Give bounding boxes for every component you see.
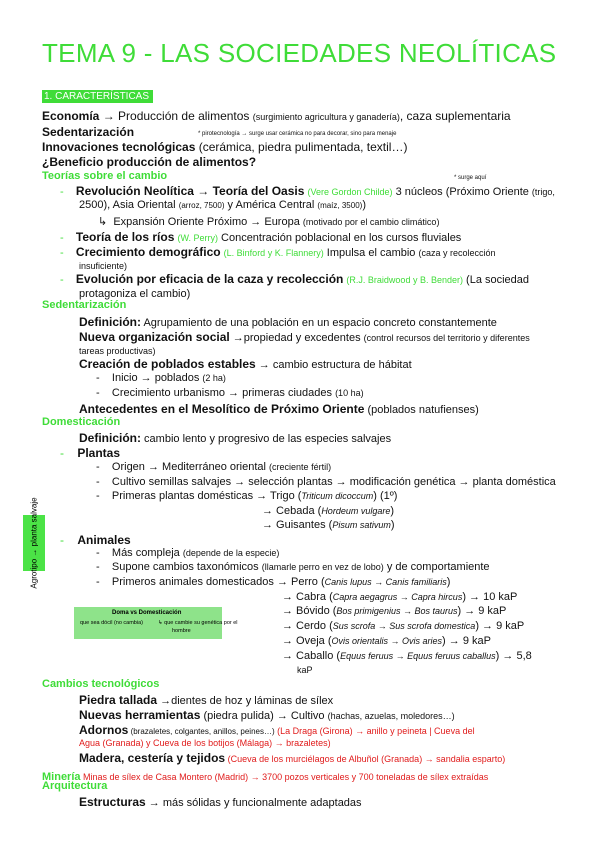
arquitectura-heading: Arquitectura <box>42 780 108 792</box>
doma-box-right2: hombre <box>172 628 191 634</box>
plantas-cultivo: - Cultivo semillas salvajes → selección plantas → modificación genética → planta doméstica <box>96 476 556 488</box>
sedent-organizacion: Nueva organización social →propiedad y excedentes (control recursos del territorio y diferentes <box>79 330 530 344</box>
teoria-rios: - Teoría de los ríos (W. Perry) Concentración poblacional en los cursos fluviales <box>60 230 462 244</box>
animales-perro: - Primeros animales domesticados → Perro (Canis lupus → Canis familiaris) <box>96 576 451 588</box>
animales-oveja: → Oveja (Ovis orientalis → Ovis aries) → 9 kaP <box>282 635 491 647</box>
plantas-primeras: - Primeras plantas domésticas → Trigo (Triticum dicoccum) (1º) <box>96 490 398 502</box>
poblados-inicio: - Inicio → poblados (2 ha) <box>96 372 226 384</box>
pirotecnologia-note: * pirotecnología → surge usar cerámica no para decorar, sino para menaje <box>198 131 397 137</box>
sedent-poblados: Creación de poblados estables → cambio estructura de hábitat <box>79 357 412 371</box>
teoria-demografico-cont: insuficiente) <box>79 261 128 271</box>
sedent-organizacion-cont: tareas productivas) <box>79 346 156 356</box>
doma-box-left: que sea dócil (no cambia) <box>80 620 143 626</box>
sedent-antecedentes: Antecedentes en el Mesolítico de Próximo Oriente (poblados natufienses) <box>79 402 479 416</box>
sedentarizacion-heading: Sedentarización <box>42 299 127 311</box>
teoria-oasis: - Revolución Neolítica → Teoría del Oasis (Vere Gordon Childe) 3 núcleos (Próximo Oriente (trigo, <box>60 184 555 198</box>
page-title: TEMA 9 - LAS SOCIEDADES NEOLÍTICAS <box>42 38 557 68</box>
animales-heading: - Animales <box>60 533 131 547</box>
nuevas-herramientas: Nuevas herramientas (piedra pulida) → Cultivo (hachas, azuelas, moledores…) <box>79 708 455 722</box>
piedra-tallada: Piedra tallada →dientes de hoz y láminas de sílex <box>79 693 334 707</box>
animales-cerdo: → Cerdo (Sus scrofa → Sus scrofa domestica) → 9 kaP <box>282 620 525 632</box>
doma-box-title: Doma vs Domesticación <box>112 610 182 616</box>
beneficio-question: ¿Beneficio producción de alimentos? <box>42 155 257 169</box>
expansion-line: ↳ Expansión Oriente Próximo → Europa (motivado por el cambio climático) <box>98 216 440 228</box>
agrotipo-sidebox: Agrotipo → planta salvaje <box>23 515 45 571</box>
sedent-definicion: Definición: Agrupamiento de una población en un espacio concreto constantemente <box>79 315 497 329</box>
poblados-crecimiento: - Crecimiento urbanismo → primeras ciudades (10 ha) <box>96 387 364 399</box>
doma-vs-domesticacion-box <box>74 607 238 639</box>
domesticacion-heading: Domesticación <box>42 416 121 428</box>
animales-cabra: → Cabra (Capra aegagrus → Capra hircus) → 10 kaP <box>282 591 518 603</box>
doma-box-right: ↳ que cambie su genética por el <box>158 620 238 626</box>
teoria-oasis-cont: 2500), Asia Oriental (arroz, 7500) y América Central (maíz, 3500)) <box>79 199 366 211</box>
cambios-tecnologicos-heading: Cambios tecnológicos <box>42 678 160 690</box>
section-heading: 1. CARACTERÍSTICAS <box>42 86 153 104</box>
teoria-demografico: - Crecimiento demográfico (L. Binford y K. Flannery) Impulsa el cambio (caza y recolección <box>60 245 496 259</box>
mineria-line: Minería Minas de sílex de Casa Montero (Madrid) → 3700 pozos verticales y 700 toneladas de sílex extraídas <box>42 771 489 783</box>
animales-caballo: → Caballo (Equus feruus → Equus feruus caballus) → 5,8 <box>282 650 532 662</box>
madera-cesteria: Madera, cestería y tejidos (Cueva de los murciélagos de Albuñol (Granada) → sandalia esparto) <box>79 751 506 765</box>
teoria-eficacia: - Evolución por eficacia de la caza y recolección (R.J. Braidwood y B. Bender) (La sociedad <box>60 272 530 286</box>
plantas-guisantes: → Guisantes (Pisum sativum) <box>262 519 395 531</box>
domest-definicion: Definición: cambio lento y progresivo de las especies salvajes <box>79 431 392 445</box>
economia-line: Economía → Producción de alimentos (surgimiento agricultura y ganadería), caza suplementaria <box>42 109 511 123</box>
teorias-heading: Teorías sobre el cambio <box>42 170 168 182</box>
sedentarizacion-label: Sedentarización <box>42 125 135 139</box>
adornos-cont: Agua (Granada) y Cueva de los botijos (Málaga) → brazaletes) <box>79 738 331 748</box>
animales-compleja: - Más compleja (depende de la especie) <box>96 547 280 559</box>
plantas-origen: - Origen → Mediterráneo oriental (creciente fértil) <box>96 461 332 473</box>
innovaciones-line: Innovaciones tecnológicas (cerámica, piedra pulimentada, textil…) <box>42 140 408 154</box>
plantas-heading: - Plantas <box>60 446 121 460</box>
adornos: Adornos (brazaletes, colgantes, anillos, peines…) (La Draga (Girona) → anillo y peineta | Cueva del <box>79 723 475 737</box>
teoria-eficacia-cont: protagoniza el cambio) <box>79 288 191 300</box>
plantas-cebada: → Cebada (Hordeum vulgare) <box>262 505 395 517</box>
animales-cambios: - Supone cambios taxonómicos (llamarle perro en vez de lobo) y de comportamiente <box>96 561 490 573</box>
surge-note: * surge aquí <box>454 175 487 181</box>
animales-bovido: → Bóvido (Bos primigenius → Bos taurus) → 9 kaP <box>282 605 507 617</box>
estructuras: Estructuras → más sólidas y funcionalmente adaptadas <box>79 795 362 809</box>
animales-caballo-cont: kaP <box>297 665 313 675</box>
